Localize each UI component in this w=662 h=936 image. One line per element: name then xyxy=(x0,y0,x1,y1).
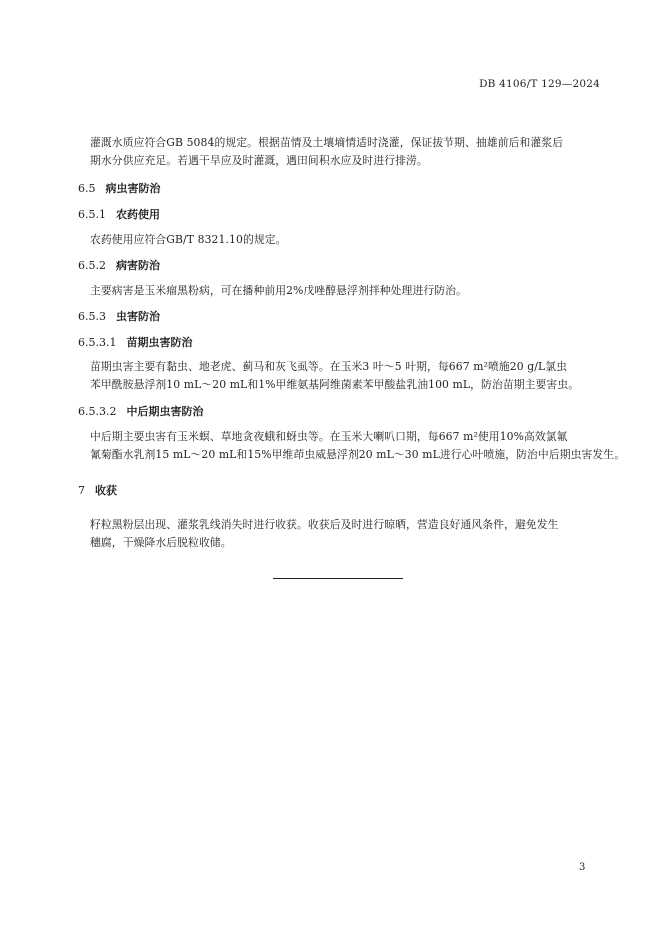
page-number: 3 xyxy=(579,862,586,873)
paragraph-seedling-pests-line1: 苗期虫害主要有黏虫、地老虎、蓟马和灰飞虱等。在玉米3 叶～5 叶期，每667 m²喷施20 g/L氯虫 xyxy=(90,360,568,373)
section-title: 收获 xyxy=(95,484,117,497)
paragraph-harvest-line1: 籽粒黑粉层出现、灌浆乳线消失时进行收获。收获后及时进行晾晒，营造良好通风条件，避免发生 xyxy=(90,518,559,531)
paragraph-pesticide: 农药使用应符合GB/T 8321.10的规定。 xyxy=(90,233,287,246)
section-title: 农药使用 xyxy=(116,208,160,221)
heading-6-5-1 xyxy=(78,206,160,222)
heading-6-5 xyxy=(78,180,161,196)
paragraph-late-pests-line2: 氰菊酯水乳剂15 mL～20 mL和15%甲维茚虫威悬浮剂20 mL～30 mL进行心叶喷施，防治中后期虫害发生。 xyxy=(90,448,626,461)
section-title: 病害防治 xyxy=(116,259,160,272)
section-title: 虫害防治 xyxy=(116,310,160,323)
end-rule xyxy=(273,578,403,579)
paragraph-irrigation-line2: 期水分供应充足。若遇干旱应及时灌溉，遇田间积水应及时进行排涝。 xyxy=(90,154,428,167)
section-number: 7 xyxy=(78,484,85,497)
section-title: 苗期虫害防治 xyxy=(126,336,193,349)
heading-6-5-2 xyxy=(78,257,160,273)
section-title: 中后期虫害防治 xyxy=(126,405,204,418)
heading-7 xyxy=(78,482,117,498)
paragraph-irrigation-line1: 灌溉水质应符合GB 5084的规定。根据苗情及土壤墒情适时浇灌，保证拔节期、抽雄前后和灌浆后 xyxy=(90,136,564,149)
heading-6-5-3 xyxy=(78,308,160,324)
section-number: 6.5.3.1 xyxy=(78,336,117,349)
heading-6-5-3-2 xyxy=(78,403,203,419)
paragraph-disease: 主要病害是玉米瘤黑粉病，可在播种前用2%戊唑醇悬浮剂拌种处理进行防治。 xyxy=(90,284,467,297)
heading-6-5-3-1 xyxy=(78,334,192,350)
section-number: 6.5.3 xyxy=(78,310,106,323)
section-number: 6.5.2 xyxy=(78,259,106,272)
section-number: 6.5.3.2 xyxy=(78,405,117,418)
section-title: 病虫害防治 xyxy=(105,182,161,195)
paragraph-seedling-pests-line2: 苯甲酰胺悬浮剂10 mL～20 mL和1%甲维氨基阿维菌素苯甲酸盐乳油100 mL，防治苗期主要害虫。 xyxy=(90,378,580,391)
document-code: DB 4106/T 129—2024 xyxy=(479,78,600,90)
paragraph-late-pests-line1: 中后期主要虫害有玉米螟、草地贪夜蛾和蚜虫等。在玉米大喇叭口期，每667 m²使用10%高效氯氟 xyxy=(90,430,568,443)
section-number: 6.5.1 xyxy=(78,208,106,221)
paragraph-harvest-line2: 穗腐，干燥降水后脱粒收储。 xyxy=(90,536,232,549)
section-number: 6.5 xyxy=(78,182,96,195)
